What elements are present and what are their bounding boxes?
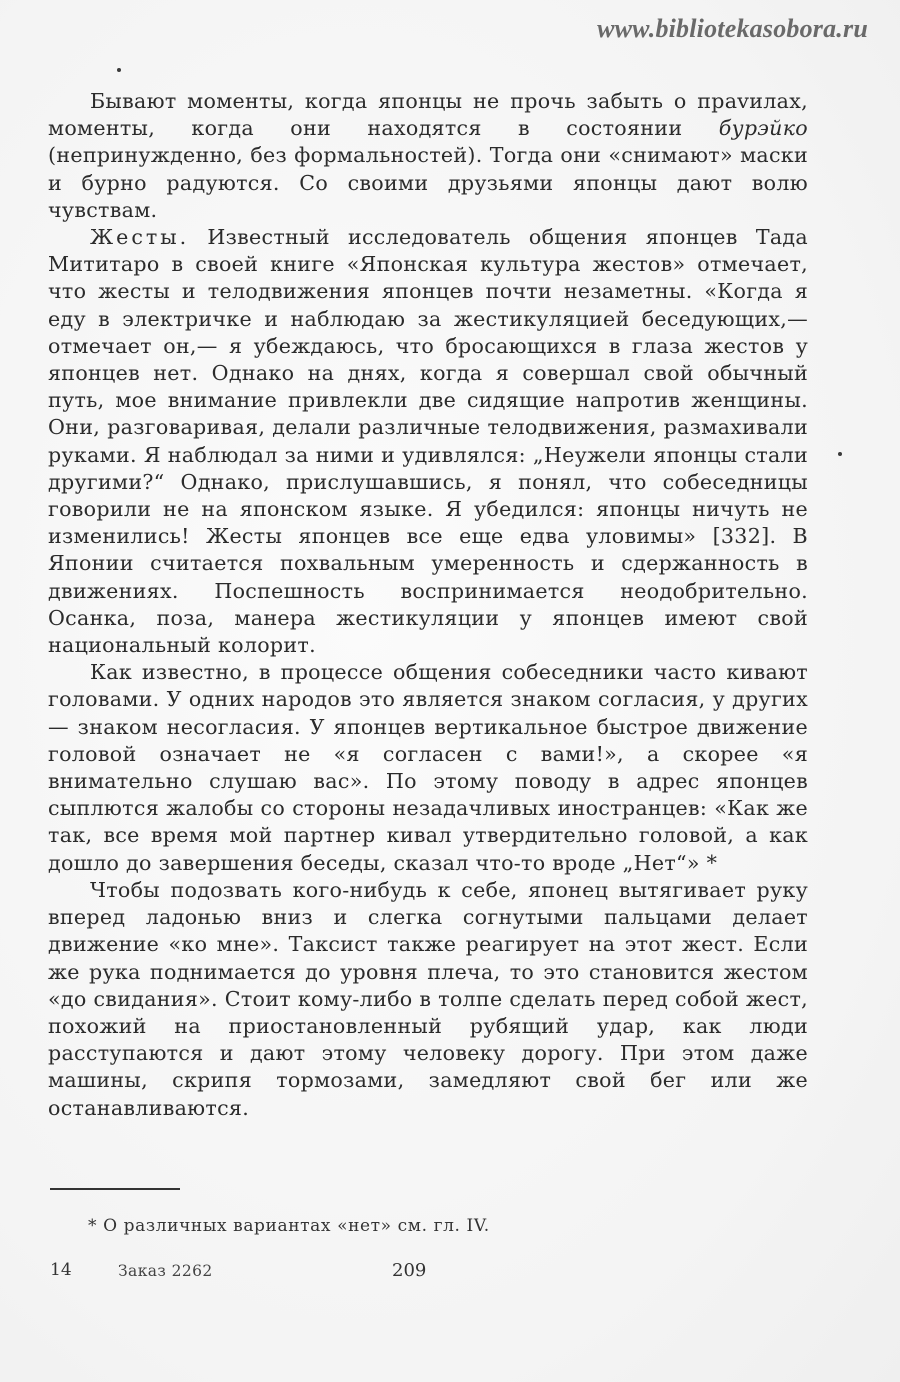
paragraph-text: Известный исследователь общения японцев Тада Мититаро в своей книге «Японская культура жестов» отмечает, что жесты и телодвижения японцев почти незаметны. «Когда я еду в электричке и наблюдаю за жестикуляцией беседующих,— отмечает он,— я убеждаюсь, что бросающихся в глаза жестов у японцев нет. Однако на днях, когда я совершал свой обычный путь, мое внимание привлекли две сидящие напротив женщины. Они, разговаривая, делали различные телодвижения, размахивали руками. Я наблюдал за ними и удивлялся: „Неужели японцы стали другими?“ Однако, прислушавшись, я понял, что собеседницы говорили не на японском языке. Я убедился: японцы ничуть не изменились! Жесты японцев все еще едва уловимы» [332]. В Японии считается похвальным умеренность и сдержанность в движениях. Поспешность воспринимается неодобрительно. Осанка, поза, манера жестикуляции у японцев имеют свой национальный колорит. (48, 225, 808, 658)
japanese-term: бурэйко (718, 116, 808, 141)
paragraph-text: Как известно, в процессе общения собеседники часто кивают головами. У одних народов это является знаком согласия, у других — знаком несогласия. У японцев вертикальное быстрое движение головой означает не «я согласен с вами!», а скорее «я внимательно слушаю вас». По этому поводу в адрес японцев сыплются жалобы со стороны незадачливых иностранцев: «Как же так, все время мой партнер кивал утвердительно головой, а как дошло до завершения беседы, сказал что-то вроде „Нет“» * (48, 660, 808, 875)
page-number: 209 (392, 1260, 427, 1281)
section-heading: Жесты. (90, 225, 190, 250)
printer-signature: 14 (50, 1260, 72, 1280)
paragraph-text: (непринужденно, без формальностей). Тогда они «снимают» маски и бурно радуются. Со своими друзьями японцы дают волю чувствам. (48, 143, 808, 222)
body-text (48, 88, 808, 1122)
print-order: Заказ 2262 (118, 1262, 213, 1280)
paragraph (48, 224, 808, 659)
speck (117, 68, 121, 72)
paragraph (48, 877, 808, 1122)
paragraph (48, 88, 808, 224)
paragraph-text: Бывают моменты, когда японцы не прочь забыть о праvилах, моменты, когда они находятся в состоянии (48, 89, 808, 141)
paragraph-text: Чтобы подозвать кого-нибудь к себе, японец вытягивает руку вперед ладонью вниз и слегка согнутыми пальцами делает движение «ко мне». Таксист также реагирует на этот жест. Если же рука поднимается до уровня плеча, то это становится жестом «до свидания». Стоит кому-либо в толпе сделать перед собой жест, похожий на приостановленный рубящий удар, как люди расступаются и дают этому человеку дорогу. При этом даже машины, скрипя тормозами, замедляют свой бег или же останавливаются. (48, 877, 808, 1120)
speck (838, 452, 842, 456)
watermark: www.bibliotekasobora.ru (597, 14, 868, 43)
paragraph (48, 659, 808, 877)
footnote: * О различных вариантах «нет» см. гл. IV. (88, 1216, 490, 1236)
footnote-divider (50, 1188, 180, 1190)
